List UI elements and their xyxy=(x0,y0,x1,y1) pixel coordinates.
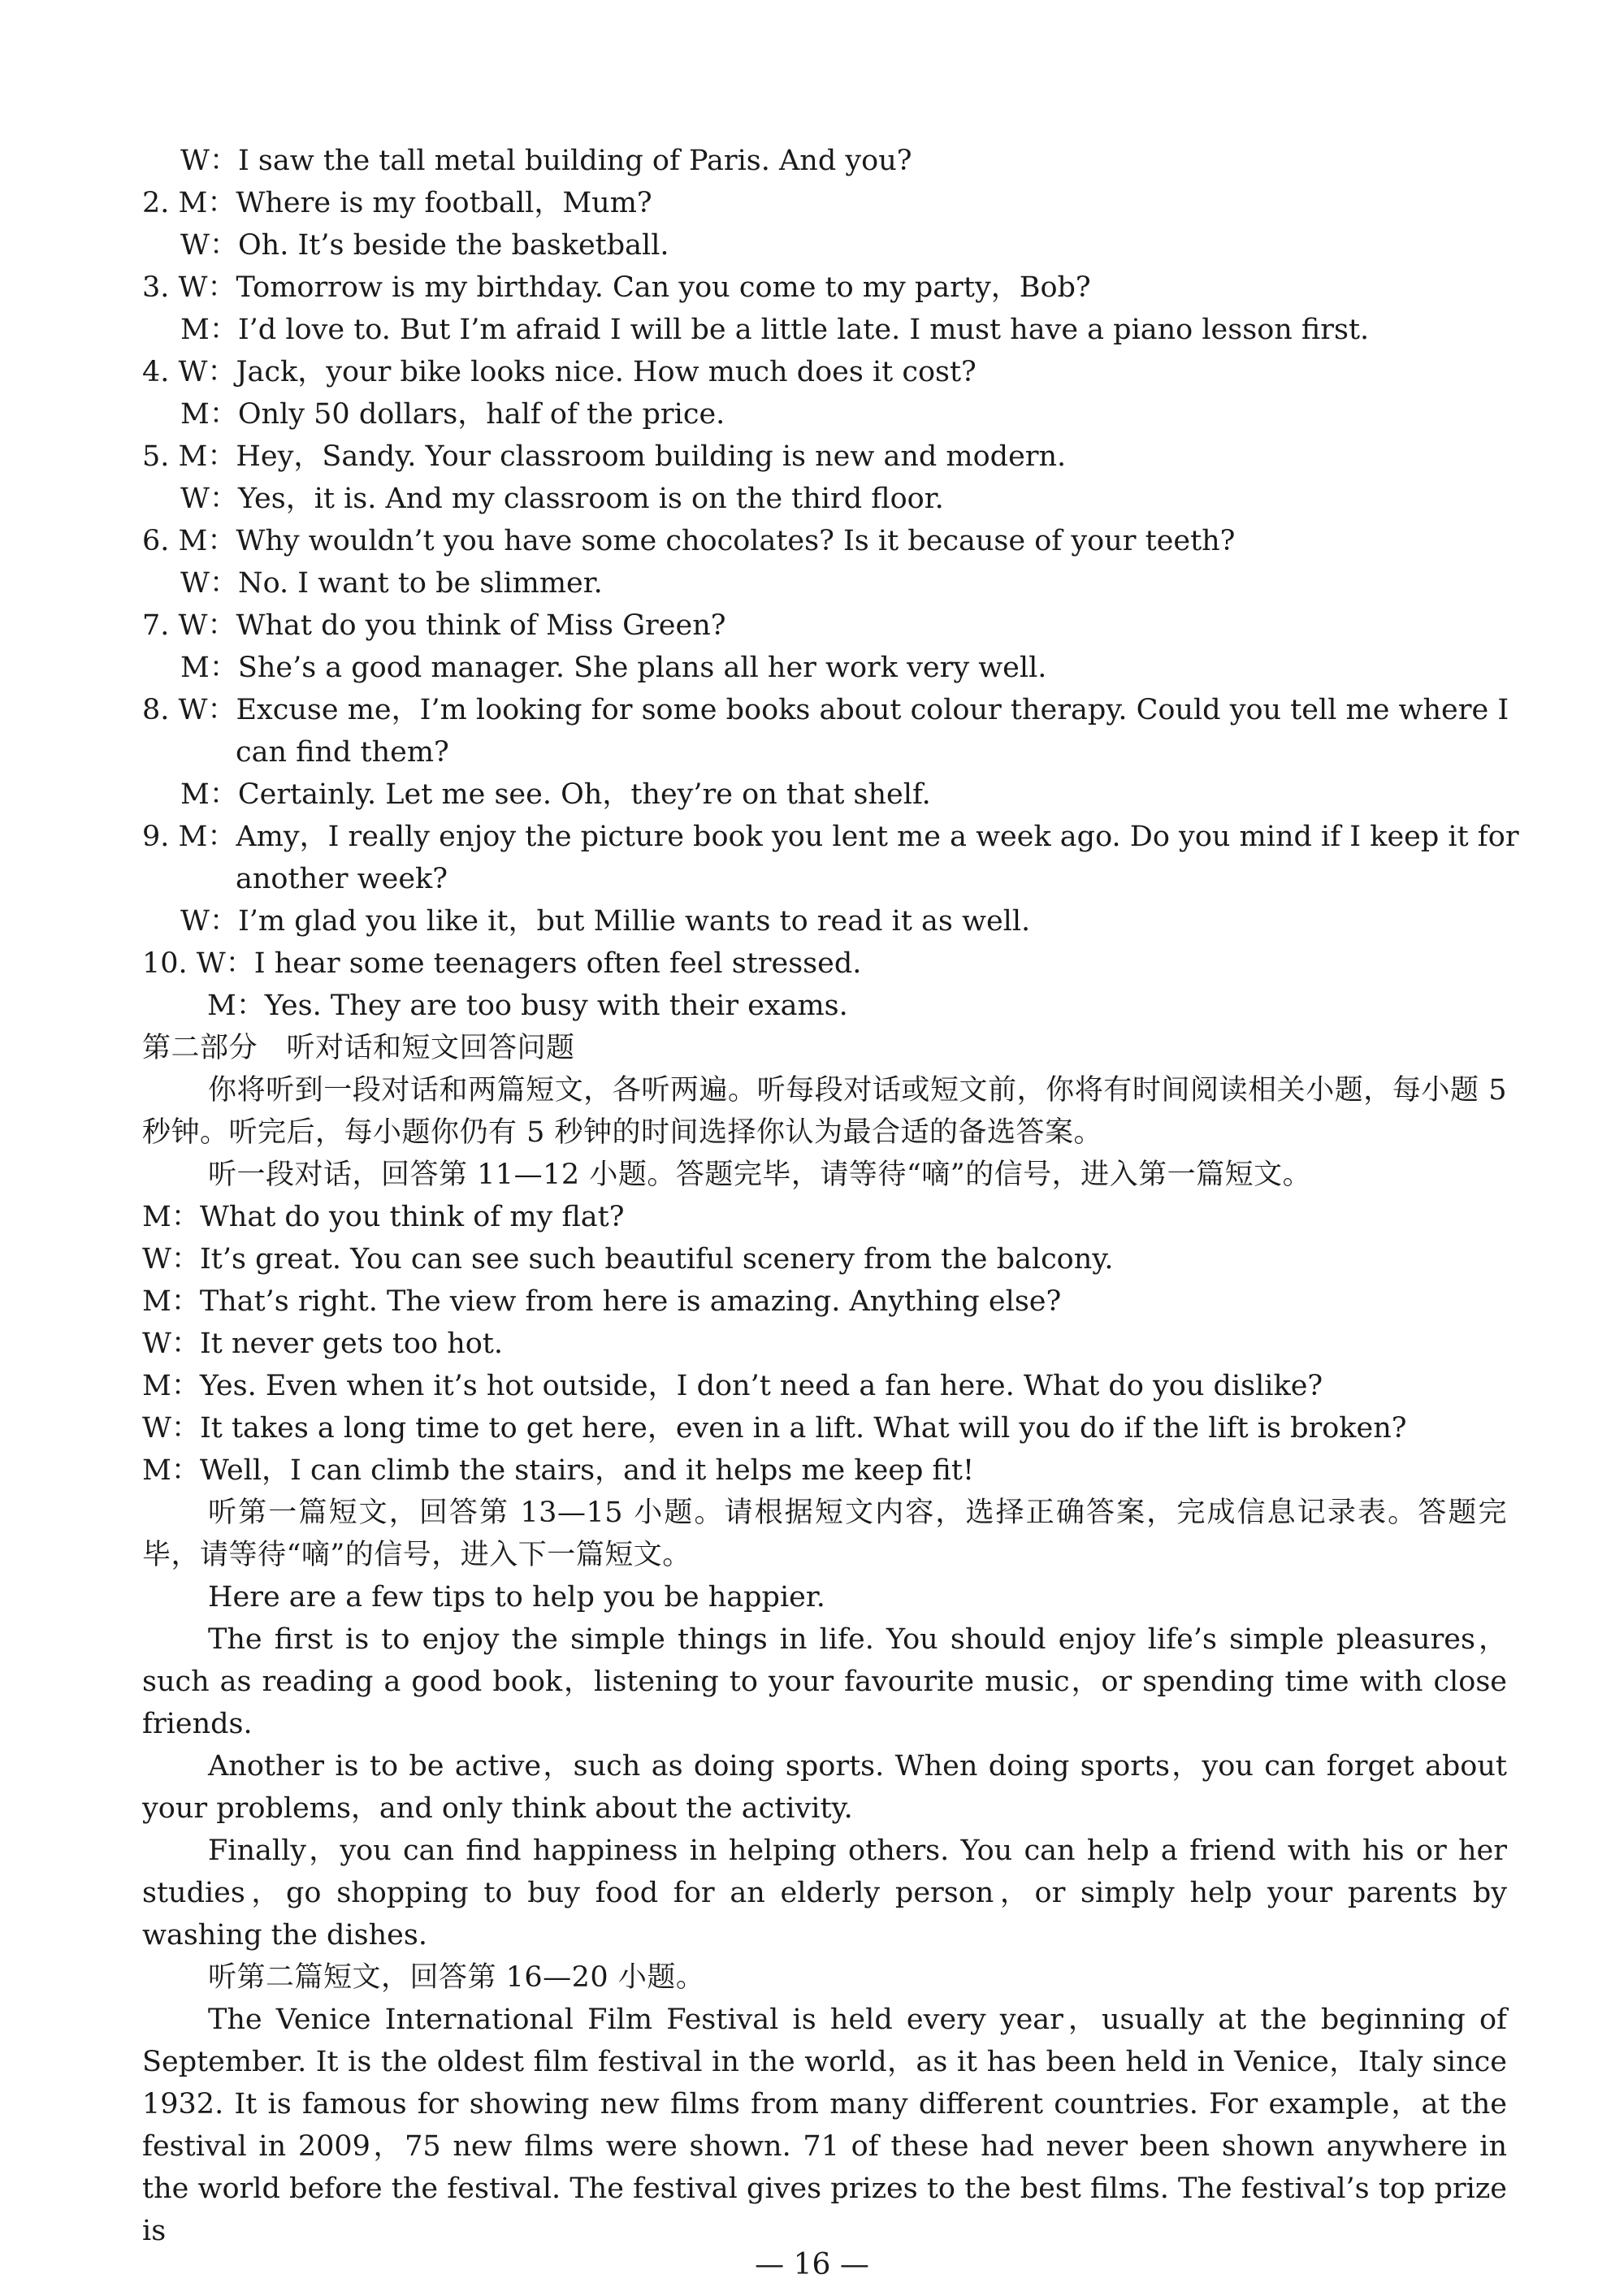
instruction-paragraph: 听第一篇短文，回答第 13—15 小题。请根据短文内容，选择正确答案，完成信息记录表。答题完毕，请等待“嘀”的信号，进入下一篇短文。 xyxy=(142,1497,1507,1571)
passage-paragraph: Here are a few tips to help you be happier. xyxy=(208,1581,825,1614)
document-body xyxy=(142,140,1519,2252)
text-line: 3. W：Tomorrow is my birthday. Can you come to my party，Bob? xyxy=(142,271,1091,304)
text-line: 2. M：Where is my football，Mum? xyxy=(142,187,652,219)
text-line: W：Yes，it is. And my classroom is on the third floor. xyxy=(180,483,944,515)
text-line: M：She’s a good manager. She plans all her work very well. xyxy=(180,652,1047,684)
text-line: 8. W：Excuse me，I’m looking for some books about colour therapy. Could you tell me where I xyxy=(142,694,1509,726)
text-line: W：I saw the tall metal building of Paris. And you? xyxy=(180,145,912,177)
text-line: M：That’s right. The view from here is amazing. Anything else? xyxy=(142,1285,1062,1318)
text-line: 5. M：Hey，Sandy. Your classroom building is new and modern. xyxy=(142,440,1067,473)
text-line: M：Yes. They are too busy with their exams. xyxy=(207,990,848,1022)
section-heading: 第二部分 听对话和短文回答问题 xyxy=(142,1032,575,1064)
text-line: M：Yes. Even when it’s hot outside，I don’t need a fan here. What do you dislike? xyxy=(142,1370,1323,1402)
text-line: M：What do you think of my flat? xyxy=(142,1201,625,1233)
passage-paragraph: The Venice International Film Festival is held every year，usually at the beginning of September. It is the oldest film festival in the world，as it has been held in Venice，Italy since 1932. It is famous for showing new films from many different countries. For example，at the festival in 2009，75 new films were shown. 71 of these had never been shown anywhere in the world before the festival. The festival gives prizes to the best films. The festival’s top prize is xyxy=(142,2004,1507,2247)
text-line: W：It never gets too hot. xyxy=(142,1328,503,1360)
text-line: 9. M：Amy，I really enjoy the picture book you lent me a week ago. Do you mind if I keep it for xyxy=(142,821,1519,853)
text-line: 10. W：I hear some teenagers often feel stressed. xyxy=(142,947,862,980)
text-line: W：I’m glad you like it，but Millie wants to read it as well. xyxy=(180,905,1031,938)
text-line: W：No. I want to be slimmer. xyxy=(180,567,603,600)
text-line: another week? xyxy=(236,863,448,895)
text-line: M：Well，I can climb the stairs，and it helps me keep fit! xyxy=(142,1454,975,1487)
text-line: M：Only 50 dollars，half of the price. xyxy=(180,398,725,431)
text-line: M：Certainly. Let me see. Oh，they’re on that shelf. xyxy=(180,778,931,811)
text-line: W：It takes a long time to get here，even in a lift. What will you do if the lift is broken? xyxy=(142,1412,1407,1445)
passage-paragraph: Finally，you can find happiness in helping others. You can help a friend with his or her studies，go shopping to buy food for an elderly person，or simply help your parents by washing the dishes. xyxy=(142,1835,1507,1952)
text-line: 4. W：Jack，your bike looks nice. How much does it cost? xyxy=(142,356,977,388)
instruction-paragraph: 听第二篇短文，回答第 16—20 小题。 xyxy=(208,1961,705,1994)
text-line: can find them? xyxy=(236,736,449,769)
text-line: W：Oh. It’s beside the basketball. xyxy=(180,229,669,262)
passage-paragraph: The first is to enjoy the simple things in life. You should enjoy life’s simple pleasures，such as reading a good book，listening to your favourite music，or spending time with close friends. xyxy=(142,1623,1507,1740)
text-line: 7. W：What do you think of Miss Green? xyxy=(142,609,726,642)
instruction-paragraph: 你将听到一段对话和两篇短文，各听两遍。听每段对话或短文前，你将有时间阅读相关小题，每小题 5 秒钟。听完后，每小题你仍有 5 秒钟的时间选择你认为最合适的备选答案。 xyxy=(142,1074,1507,1149)
page-number: — 16 — xyxy=(755,2248,869,2281)
passage-paragraph: Another is to be active，such as doing sports. When doing sports，you can forget about your problems，and only think about the activity. xyxy=(142,1750,1507,1825)
text-line: 6. M：Why wouldn’t you have some chocolates? Is it because of your teeth? xyxy=(142,525,1236,557)
instruction-paragraph: 听一段对话，回答第 11—12 小题。答题完毕，请等待“嘀”的信号，进入第一篇短文。 xyxy=(208,1159,1312,1191)
text-line: M：I’d love to. But I’m afraid I will be a little late. I must have a piano lesson first. xyxy=(180,314,1370,346)
text-line: W：It’s great. You can see such beautiful scenery from the balcony. xyxy=(142,1243,1114,1276)
